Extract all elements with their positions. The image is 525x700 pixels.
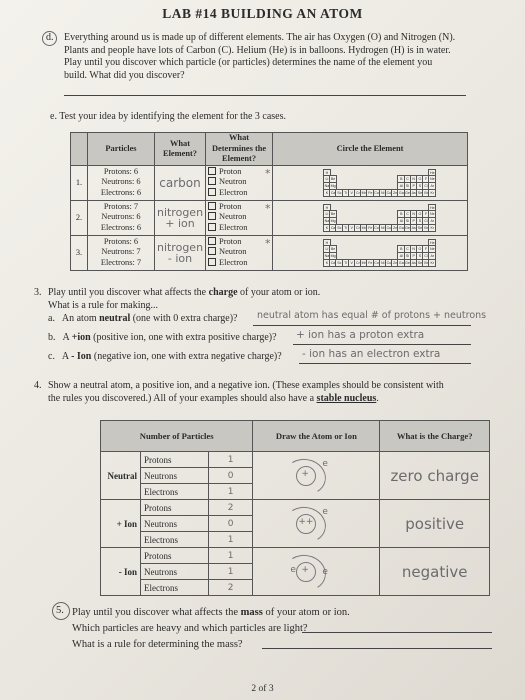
checkbox[interactable] xyxy=(208,223,216,231)
particle-label: Electrons xyxy=(141,580,209,596)
element-cell-c[interactable]: C xyxy=(404,210,412,218)
element-answer: nitrogen xyxy=(156,205,204,219)
element-cell-zn[interactable]: Zn xyxy=(393,190,398,195)
element-cell-as[interactable]: As xyxy=(411,190,416,195)
option-label: Proton xyxy=(219,201,242,211)
option-1[interactable] xyxy=(208,212,270,223)
answer-line[interactable] xyxy=(302,632,492,633)
element-cell-al[interactable]: Al xyxy=(397,217,405,225)
q4-label: 4. xyxy=(34,380,42,391)
element-cell-sc[interactable]: Sc xyxy=(337,190,342,195)
element-cell-he[interactable]: He xyxy=(430,205,435,210)
option-1[interactable] xyxy=(208,247,270,258)
particle-label: Protons xyxy=(141,500,209,516)
particle-counts xyxy=(87,235,154,270)
determines-cell xyxy=(206,165,273,200)
element-cell-cu[interactable]: Cu xyxy=(386,225,392,230)
proton-count: Protons: 6 xyxy=(103,166,139,176)
periodic-table-cell[interactable] xyxy=(265,165,468,200)
element-answer: carbon xyxy=(159,175,201,190)
row-number: 1. xyxy=(71,165,88,200)
element-cell-na[interactable]: Na xyxy=(324,184,330,189)
q5-line: What is a rule for determining the mass? xyxy=(72,639,243,650)
element-cell-cu[interactable]: Cu xyxy=(386,260,392,265)
element-cell-br[interactable]: Br xyxy=(422,224,430,232)
element-cell-ti[interactable]: Ti xyxy=(342,259,350,267)
element-cell-o[interactable]: O xyxy=(416,245,424,253)
q5-line: Play until you discover what affects the mass of your atom or ion. xyxy=(72,607,350,618)
element-cell-co[interactable]: Co xyxy=(374,260,379,265)
col-header-particles: Particles xyxy=(87,133,154,166)
atom-drawing xyxy=(254,553,378,591)
element-cell-f[interactable]: F xyxy=(422,245,430,253)
element-answer: nitrogen xyxy=(156,240,204,254)
element-cell-si[interactable]: Si xyxy=(404,217,412,225)
electron-count: Electrons: 6 xyxy=(100,187,142,197)
particle-label: Neutrons xyxy=(141,564,209,580)
element-cell-ti[interactable]: Ti xyxy=(342,224,350,232)
element-cell-ar[interactable]: Ar xyxy=(428,182,436,190)
element-cell-be[interactable]: Be xyxy=(330,177,336,182)
element-cell-ne[interactable]: Ne xyxy=(430,177,435,182)
element-cell-c[interactable]: C xyxy=(404,175,412,183)
table-row xyxy=(101,452,490,468)
star-mark: * xyxy=(265,166,271,180)
col-header-draw: Draw the Atom or Ion xyxy=(253,421,380,452)
element-cell-ar[interactable]: Ar xyxy=(428,217,436,225)
element-cell-f[interactable]: F xyxy=(422,210,430,218)
section-e-text: e. Test your idea by identifying the element for the 3 cases. xyxy=(50,111,286,122)
option-label: Neutron xyxy=(219,212,247,222)
q4-line xyxy=(48,393,508,406)
section-d-label: d. xyxy=(46,32,54,43)
element-cell-ar[interactable]: Ar xyxy=(428,252,436,260)
element-cell-ge[interactable]: Ge xyxy=(405,225,410,230)
element-cell-mg[interactable]: Mg xyxy=(330,254,336,259)
page-title: LAB #14 BUILDING AN ATOM xyxy=(162,6,363,21)
element-cell-v[interactable]: V xyxy=(348,189,356,197)
option-2[interactable] xyxy=(208,223,270,234)
q4-line2-pre: the rules you discovered.) All of your examples should also have a xyxy=(48,392,317,404)
option-label: Neutron xyxy=(219,177,247,187)
row-label: Neutral xyxy=(101,452,141,500)
element-cell-kr[interactable]: Kr xyxy=(428,259,436,267)
q4-text xyxy=(48,380,508,405)
element-cell-v[interactable]: V xyxy=(348,224,356,232)
particle-counts xyxy=(87,165,154,200)
element-cell-ga[interactable]: Ga xyxy=(398,260,404,265)
option-1[interactable] xyxy=(208,177,270,188)
element-cell-al[interactable]: Al xyxy=(397,182,405,190)
element-cell-c[interactable]: C xyxy=(404,245,412,253)
element-cell-br[interactable]: Br xyxy=(422,189,430,197)
particle-label: Electrons xyxy=(141,484,209,500)
electron-count: Electrons: 7 xyxy=(100,257,142,267)
element-cell-n[interactable]: N xyxy=(410,245,418,253)
element-cell-ni[interactable]: Ni xyxy=(379,189,387,197)
q3-b-label: b. A +ion (positive ion, one with extra positive charge)? xyxy=(48,332,277,343)
element-cell-n[interactable]: N xyxy=(410,175,418,183)
col-header-number: Number of Particles xyxy=(101,421,253,452)
element-cell-n[interactable]: N xyxy=(410,210,418,218)
element-cell-cu[interactable]: Cu xyxy=(386,190,392,195)
q5-line: Which particles are heavy and which particles are light? xyxy=(72,623,308,634)
section-d-line: Plants and people have lots of Carbon (C). Helium (He) is in balloons. Hydrogen (H) is in water. xyxy=(64,44,451,56)
element-cell-si[interactable]: Si xyxy=(404,182,412,190)
element-cell-k[interactable]: K xyxy=(323,224,331,232)
q5-text xyxy=(72,605,502,653)
answer-line[interactable] xyxy=(293,344,471,345)
periodic-table xyxy=(275,237,465,269)
element-cell-li[interactable]: Li xyxy=(323,210,331,218)
q3-a-label: a. An atom neutral (one with 0 extra charge)? xyxy=(48,313,238,324)
row-label: - Ion xyxy=(101,548,141,596)
particle-value[interactable]: 0 xyxy=(208,468,253,484)
section-d-line: Everything around us is made up of different elements. The air has Oxygen (O) and Nitrogen (N). xyxy=(64,32,456,43)
particle-label: Protons xyxy=(141,548,209,564)
element-cell-ga[interactable]: Ga xyxy=(398,190,404,195)
star-mark: * xyxy=(265,236,271,250)
element-cell-cr[interactable]: Cr xyxy=(356,190,360,195)
atom-drawing-cell[interactable] xyxy=(253,452,380,500)
neutron-count: Neutrons: 6 xyxy=(101,212,141,222)
element-cell-ge[interactable]: Ge xyxy=(405,260,410,265)
q5-label: 5. xyxy=(56,605,64,616)
particle-value[interactable]: 1 xyxy=(208,564,253,580)
q3-b-answer: + ion has a proton extra xyxy=(296,329,425,341)
checkbox[interactable] xyxy=(208,212,216,220)
charge-answer[interactable]: negative xyxy=(380,548,490,596)
element-cell-al[interactable]: Al xyxy=(397,252,405,260)
element-cell-mg[interactable]: Mg xyxy=(330,184,336,189)
element-cell-he[interactable]: He xyxy=(430,170,435,175)
particle-value[interactable]: 1 xyxy=(208,452,253,468)
particle-value[interactable]: 2 xyxy=(208,580,253,596)
element-cell-sc[interactable]: Sc xyxy=(337,225,342,230)
particle-label: Neutrons xyxy=(141,468,209,484)
element-cell-br[interactable]: Br xyxy=(422,259,430,267)
atom-drawing xyxy=(254,457,378,495)
element-cell-b[interactable]: B xyxy=(397,245,405,253)
q4-line2-post: . xyxy=(376,392,379,404)
checkbox[interactable] xyxy=(208,188,216,196)
table-row xyxy=(71,235,468,270)
checkbox[interactable] xyxy=(208,202,216,210)
checkbox[interactable] xyxy=(208,258,216,266)
electron-glyph: e xyxy=(322,566,328,577)
element-cell-sc[interactable]: Sc xyxy=(337,260,342,265)
element-cell-mg[interactable]: Mg xyxy=(330,219,336,224)
element-cell-ne[interactable]: Ne xyxy=(430,212,435,217)
table-row xyxy=(101,548,490,564)
element-cell-zn[interactable]: Zn xyxy=(393,225,398,230)
element-cell-li[interactable]: Li xyxy=(323,245,331,253)
element-cell-o[interactable]: O xyxy=(416,210,424,218)
ion-answer: + ion xyxy=(165,216,195,230)
element-cell-ge[interactable]: Ge xyxy=(405,190,410,195)
periodic-table-cell[interactable] xyxy=(265,235,468,270)
checkbox[interactable] xyxy=(208,177,216,185)
element-cell-b[interactable]: B xyxy=(397,210,405,218)
page-number: 2 of 3 xyxy=(251,684,274,694)
periodic-table-cell[interactable] xyxy=(265,200,468,235)
element-cell-p[interactable]: P xyxy=(410,217,418,225)
element-cell-ca[interactable]: Ca xyxy=(330,260,336,265)
element-cell-ca[interactable]: Ca xyxy=(330,190,336,195)
particle-value[interactable]: 1 xyxy=(208,548,253,564)
element-cell-s[interactable]: S xyxy=(416,182,424,190)
element-cell-s[interactable]: S xyxy=(416,252,424,260)
section-d-text xyxy=(64,32,504,82)
electron-count: Electrons: 6 xyxy=(100,222,142,232)
element-cell[interactable] xyxy=(154,200,205,235)
element-cell-na[interactable]: Na xyxy=(324,219,330,224)
element-cell-zn[interactable]: Zn xyxy=(393,260,398,265)
option-label: Proton xyxy=(219,236,242,246)
periodic-table xyxy=(275,167,465,199)
option-0[interactable] xyxy=(208,167,270,178)
charge-answer[interactable]: positive xyxy=(380,500,490,548)
col-header-charge: What is the Charge? xyxy=(380,421,490,452)
option-label: Neutron xyxy=(219,247,247,257)
element-cell-p[interactable]: P xyxy=(410,252,418,260)
particle-value[interactable]: 2 xyxy=(208,500,253,516)
element-cell-h[interactable]: H xyxy=(323,169,331,177)
checkbox[interactable] xyxy=(208,237,216,245)
q3-c-answer: - ion has an electron extra xyxy=(302,348,441,360)
section-d-line: Play until you discover which particle (or particles) determines the name of the element you xyxy=(64,57,433,68)
element-cell-fe[interactable]: Fe xyxy=(368,225,373,230)
periodic-table xyxy=(275,202,465,234)
element-cell-cl[interactable]: Cl xyxy=(422,217,430,225)
element-cell-k[interactable]: K xyxy=(323,259,331,267)
element-cell-co[interactable]: Co xyxy=(374,190,379,195)
element-cell-li[interactable]: Li xyxy=(323,175,331,183)
atom-drawing-cell[interactable] xyxy=(253,548,380,596)
element-cell-p[interactable]: P xyxy=(410,182,418,190)
particles-table xyxy=(100,420,490,596)
charge-answer[interactable]: zero charge xyxy=(380,452,490,500)
element-cell-se[interactable]: Se xyxy=(417,190,423,195)
determines-cell xyxy=(206,235,273,270)
checkbox[interactable] xyxy=(208,167,216,175)
nucleus-glyph: + xyxy=(301,468,309,479)
element-cell-fe[interactable]: Fe xyxy=(368,190,373,195)
q3-line: Play until you discover what affects the charge of your atom or ion. xyxy=(48,287,321,298)
proton-count: Protons: 7 xyxy=(103,201,139,211)
option-0[interactable] xyxy=(208,202,270,213)
ion-answer: - ion xyxy=(167,251,193,265)
element-cell-h[interactable]: H xyxy=(323,239,331,247)
neutron-count: Neutrons: 6 xyxy=(101,177,141,187)
element-cell-be[interactable]: Be xyxy=(330,247,336,252)
element-cell-v[interactable]: V xyxy=(348,259,356,267)
col-header-element: What Element? xyxy=(154,133,205,166)
q3-text xyxy=(48,287,488,312)
neutron-count: Neutrons: 7 xyxy=(101,247,141,257)
option-2[interactable] xyxy=(208,258,270,269)
atom-drawing xyxy=(254,505,378,543)
table-row xyxy=(71,200,468,235)
element-cell-ni[interactable]: Ni xyxy=(379,224,387,232)
element-cell-si[interactable]: Si xyxy=(404,252,412,260)
nucleus-glyph: + xyxy=(301,564,309,575)
element-cell-as[interactable]: As xyxy=(411,260,416,265)
element-cell[interactable] xyxy=(154,235,205,270)
element-cell-as[interactable]: As xyxy=(411,225,416,230)
element-cell-kr[interactable]: Kr xyxy=(428,189,436,197)
option-label: Electron xyxy=(219,257,248,267)
electron-glyph: e xyxy=(290,564,296,575)
element-cell-k[interactable]: K xyxy=(323,189,331,197)
particle-value[interactable]: 1 xyxy=(208,532,253,548)
electron-glyph: e xyxy=(322,506,328,517)
element-cell-fe[interactable]: Fe xyxy=(368,260,373,265)
nucleus-glyph: ++ xyxy=(298,516,314,527)
particle-label: Electrons xyxy=(141,532,209,548)
checkbox[interactable] xyxy=(208,247,216,255)
element-cell-kr[interactable]: Kr xyxy=(428,224,436,232)
electron-glyph: e xyxy=(322,458,328,469)
element-cell-se[interactable]: Se xyxy=(417,260,423,265)
element-cell-ni[interactable]: Ni xyxy=(379,259,387,267)
option-label: Electron xyxy=(219,187,248,197)
col-header-determines: What Determines the Element? xyxy=(206,133,273,166)
q3-a-answer: neutral atom has equal # of protons + neutrons xyxy=(257,310,487,321)
element-cell-cl[interactable]: Cl xyxy=(422,252,430,260)
cases-table xyxy=(70,132,468,271)
element-cell-be[interactable]: Be xyxy=(330,212,336,217)
particle-counts xyxy=(87,200,154,235)
element-cell-ca[interactable]: Ca xyxy=(330,225,336,230)
star-mark: * xyxy=(265,201,271,215)
element-cell-cr[interactable]: Cr xyxy=(356,260,360,265)
answer-line[interactable] xyxy=(262,648,492,649)
q3-c-label: c. A - Ion (negative ion, one with extra negative charge)? xyxy=(48,351,282,362)
q4-line2-ul: stable nucleus xyxy=(316,392,377,404)
element-cell-cr[interactable]: Cr xyxy=(356,225,360,230)
element-cell-na[interactable]: Na xyxy=(324,254,330,259)
col-header-num xyxy=(71,133,88,166)
element-cell[interactable] xyxy=(154,165,205,200)
element-cell-o[interactable]: O xyxy=(416,175,424,183)
element-cell-mn[interactable]: Mn xyxy=(361,225,367,230)
element-cell-mn[interactable]: Mn xyxy=(361,190,367,195)
element-cell-se[interactable]: Se xyxy=(417,225,423,230)
element-cell-f[interactable]: F xyxy=(422,175,430,183)
determines-cell xyxy=(206,200,273,235)
proton-count: Protons: 6 xyxy=(103,236,139,246)
answer-line[interactable] xyxy=(64,95,466,96)
element-cell-h[interactable]: H xyxy=(323,204,331,212)
table-row xyxy=(101,500,490,516)
answer-line[interactable] xyxy=(253,325,471,326)
option-label: Proton xyxy=(219,166,242,176)
element-cell-co[interactable]: Co xyxy=(374,225,379,230)
row-label: + Ion xyxy=(101,500,141,548)
q3-line: What is a rule for making... xyxy=(48,299,158,311)
element-cell-s[interactable]: S xyxy=(416,217,424,225)
row-number: 2. xyxy=(71,200,88,235)
atom-drawing-cell[interactable] xyxy=(253,500,380,548)
q3-label: 3. xyxy=(34,287,42,298)
particle-value[interactable]: 0 xyxy=(208,516,253,532)
table-row xyxy=(71,165,468,200)
element-cell-b[interactable]: B xyxy=(397,175,405,183)
q4-line: Show a neutral atom, a positive ion, and a negative ion. (These examples should be consistent with xyxy=(48,380,444,391)
element-cell-cl[interactable]: Cl xyxy=(422,182,430,190)
row-number: 3. xyxy=(71,235,88,270)
element-cell-ne[interactable]: Ne xyxy=(430,247,435,252)
section-d-line: build. What did you discover? xyxy=(64,69,185,81)
option-2[interactable] xyxy=(208,188,270,199)
answer-line[interactable] xyxy=(299,363,471,364)
option-label: Electron xyxy=(219,222,248,232)
element-cell-mn[interactable]: Mn xyxy=(361,260,367,265)
element-cell-ga[interactable]: Ga xyxy=(398,225,404,230)
element-cell-ti[interactable]: Ti xyxy=(342,189,350,197)
col-header-circle: Circle the Element xyxy=(273,133,468,166)
option-0[interactable] xyxy=(208,237,270,248)
particle-value[interactable]: 1 xyxy=(208,484,253,500)
particle-label: Protons xyxy=(141,452,209,468)
element-cell-he[interactable]: He xyxy=(430,240,435,245)
particle-label: Neutrons xyxy=(141,516,209,532)
